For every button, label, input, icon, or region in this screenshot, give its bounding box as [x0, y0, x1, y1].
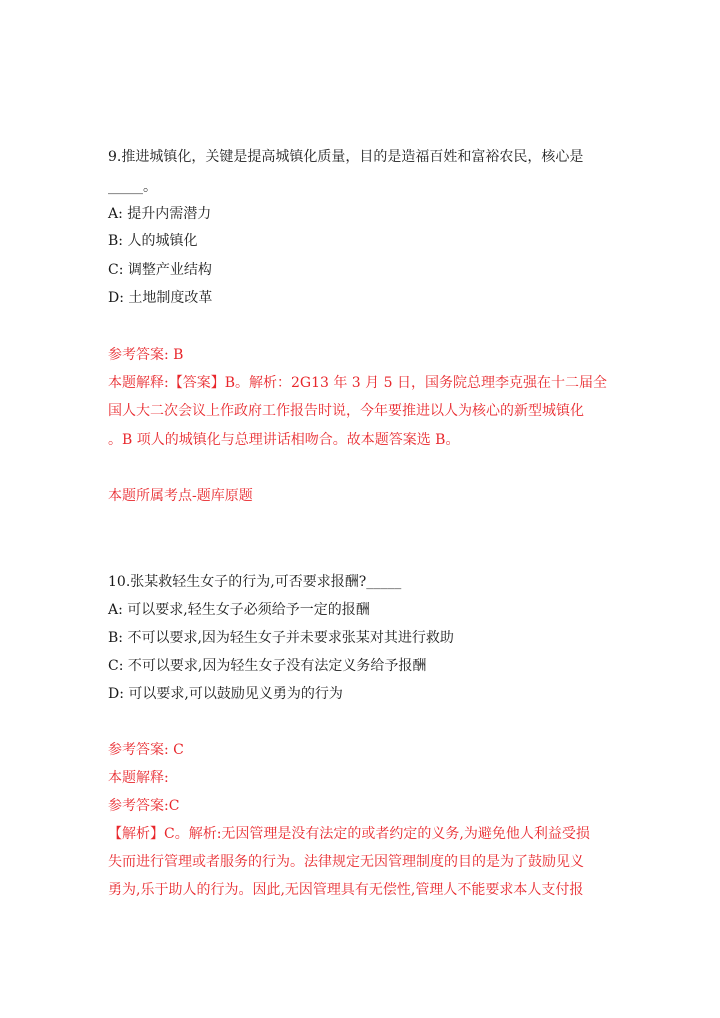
q9-explanation-line1: 本题解释:【答案】B。解析：2G13 年 3 月 5 日，国务院总理李克强在十二届全 [108, 375, 607, 391]
q9-stem-line2: _____。 [108, 179, 157, 195]
q10-explanation-line1: 【解析】C。解析:无因管理是没有法定的或者约定的义务,为避免他人利益受损 [108, 826, 590, 842]
q10-option-d: D: 可以要求,可以鼓励见义勇为的行为 [108, 686, 343, 702]
q9-explanation-line3: 。B 项人的城镇化与总理讲话相吻合。故本题答案选 B。 [108, 432, 460, 448]
q9-option-c: C: 调整产业结构 [108, 262, 212, 278]
q10-explanation-line2: 失而进行管理或者服务的行为。法律规定无因管理制度的目的是为了鼓励见义 [108, 854, 584, 870]
q10-answer-repeat: 参考答案:C [108, 798, 180, 814]
q9-stem-line1: 9.推进城镇化，关键是提高城镇化质量，目的是造福百姓和富裕农民，核心是 [108, 149, 584, 165]
q9-explanation-line2: 国人大二次会议上作政府工作报告时说，今年要推进以人为核心的新型城镇化 [108, 403, 584, 419]
q10-stem: 10.张某救轻生女子的行为,可否要求报酬?_____ [108, 574, 402, 590]
q9-answer: 参考答案: B [108, 347, 184, 363]
q9-option-b: B: 人的城镇化 [108, 233, 198, 249]
q10-option-a: A: 可以要求,轻生女子必须给予一定的报酬 [108, 602, 370, 618]
q9-option-d: D: 土地制度改革 [108, 290, 213, 306]
q9-option-a: A: 提升内需潜力 [108, 206, 212, 222]
q10-option-c: C: 不可以要求,因为轻生女子没有法定义务给予报酬 [108, 658, 427, 674]
q10-option-b: B: 不可以要求,因为轻生女子并未要求张某对其进行救助 [108, 630, 454, 646]
q10-explanation-line3: 勇为,乐于助人的行为。因此,无因管理具有无偿性,管理人不能要求本人支付报 [108, 882, 584, 898]
q10-explanation-label: 本题解释: [108, 770, 169, 786]
q9-source: 本题所属考点-题库原题 [108, 488, 253, 504]
q10-answer: 参考答案: C [108, 742, 184, 758]
